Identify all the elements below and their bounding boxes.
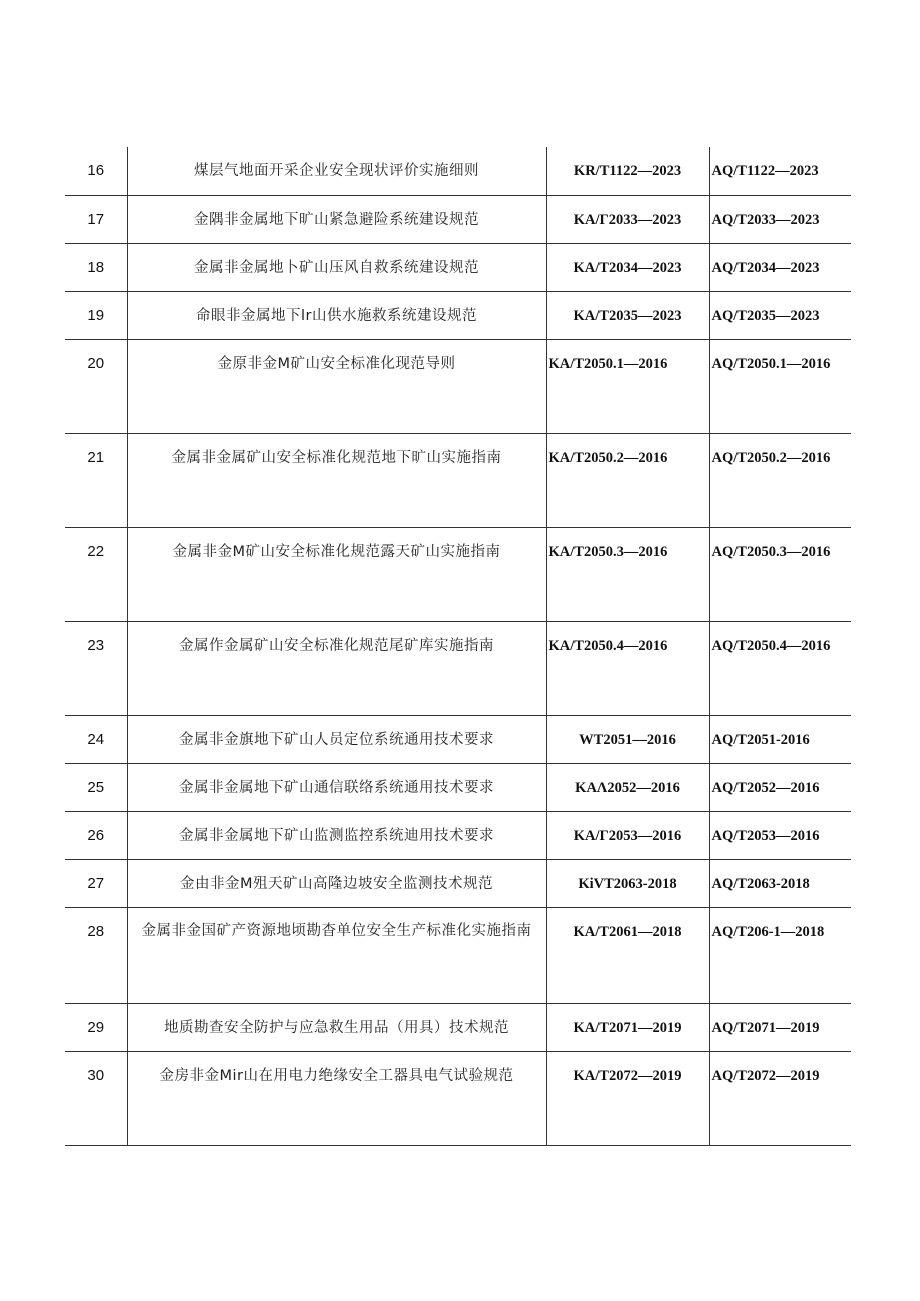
old-code-cell — [546, 1003, 709, 1051]
aq-code-text: AQ/T2051-2016 — [711, 731, 810, 748]
standard-name-cell — [127, 291, 546, 339]
old-code-cell — [546, 763, 709, 811]
table-row — [65, 433, 851, 527]
aq-code-cell — [709, 907, 851, 1003]
old-code-text: KA/T2050.2—2016 — [548, 449, 668, 466]
table-row — [65, 1051, 851, 1145]
standard-name-cell — [127, 763, 546, 811]
row-number-text: 22 — [87, 542, 105, 560]
row-number-text: 20 — [87, 354, 105, 372]
aq-code-text: AQ/T2033—2023 — [711, 211, 820, 228]
old-code-cell — [546, 715, 709, 763]
row-number-cell — [65, 243, 127, 291]
aq-code-text: AQ/T2050.2—2016 — [711, 449, 831, 466]
row-number-text: 28 — [87, 922, 105, 940]
old-code-text: KA/T2050.3—2016 — [548, 543, 668, 560]
old-code-text: KA/T2071—2019 — [573, 1019, 682, 1036]
standard-name-text: 金属非金国矿产资源地顷勘杳单位安全生产标准化实施指南 — [141, 922, 532, 939]
row-number-cell — [65, 811, 127, 859]
old-code-cell — [546, 621, 709, 715]
standard-name-text: 金隅非金属地下旷山紧急避险系统建设规范 — [194, 211, 479, 228]
old-code-text: KA/Γ2053—2016 — [573, 827, 682, 844]
old-code-text: KR/T1122—2023 — [573, 163, 682, 179]
standard-name-cell — [127, 811, 546, 859]
old-code-text: KA/T2034—2023 — [573, 259, 682, 276]
standard-name-cell — [127, 243, 546, 291]
table-row — [65, 621, 851, 715]
old-code-cell — [546, 195, 709, 243]
table-body — [65, 147, 851, 1145]
standard-name-cell — [127, 1051, 546, 1145]
standard-name-text: 金属非金属矿山安全标准化规范地下旷山实施指南 — [171, 449, 502, 466]
aq-code-cell — [709, 291, 851, 339]
standard-name-text: 金原非金M矿山安全标准化现范导则 — [217, 355, 456, 372]
aq-code-cell — [709, 621, 851, 715]
row-number-text: 29 — [87, 1018, 105, 1036]
standard-name-text: 地质勘查安全防护与应急救生用品（用具）技术规范 — [164, 1019, 509, 1036]
aq-code-text: AQ/T2063-2018 — [711, 875, 810, 892]
standard-name-text: 金房非金Mir山在用电力绝缘安全工器具电气试验规范 — [159, 1067, 514, 1084]
row-number-text: 16 — [87, 162, 105, 179]
standard-name-cell — [127, 907, 546, 1003]
standard-name-text: 金属非金属地下矿山通信联络系统通用技术要求 — [179, 779, 494, 796]
aq-code-cell — [709, 195, 851, 243]
aq-code-text: AQ/T2052—2016 — [711, 779, 820, 796]
standards-table — [65, 147, 851, 1146]
standard-name-text: 金属非金M矿山安全标准化规范露天矿山实施指南 — [172, 543, 501, 560]
standard-name-cell — [127, 621, 546, 715]
old-code-text: KA/T2035—2023 — [573, 307, 682, 324]
old-code-cell — [546, 907, 709, 1003]
standard-name-cell — [127, 527, 546, 621]
standard-name-text: 金属非金属地卜矿山压风自救系统建设规范 — [194, 259, 479, 276]
aq-code-cell — [709, 859, 851, 907]
row-number-text: 23 — [87, 636, 105, 654]
old-code-text: WT2051—2016 — [579, 731, 676, 748]
row-number-text: 18 — [87, 258, 105, 276]
standard-name-text: 命眼非金属地下lr山供水施救系统建设规范 — [196, 307, 477, 324]
row-number-text: 17 — [87, 210, 105, 228]
old-code-text: KAΛ2052—2016 — [575, 779, 680, 796]
row-number-text: 27 — [87, 874, 105, 892]
old-code-cell — [546, 1051, 709, 1145]
aq-code-text: AQ/T2053—2016 — [711, 827, 820, 844]
aq-code-cell — [709, 1003, 851, 1051]
old-code-cell — [546, 527, 709, 621]
table-row — [65, 243, 851, 291]
aq-code-cell — [709, 763, 851, 811]
aq-code-cell — [709, 339, 851, 433]
aq-code-cell — [709, 243, 851, 291]
standard-name-cell — [127, 715, 546, 763]
row-number-cell — [65, 195, 127, 243]
aq-code-cell — [709, 433, 851, 527]
row-number-text: 19 — [87, 306, 105, 324]
old-code-cell — [546, 859, 709, 907]
aq-code-cell — [709, 811, 851, 859]
row-number-cell — [65, 1003, 127, 1051]
standard-name-cell — [127, 433, 546, 527]
table-row — [65, 527, 851, 621]
old-code-cell — [546, 243, 709, 291]
standard-name-cell — [127, 1003, 546, 1051]
old-code-text: KA/T2050.1—2016 — [548, 355, 668, 372]
row-number-text: 26 — [87, 826, 105, 844]
row-number-text: 30 — [87, 1066, 105, 1084]
old-code-text: KA/T2072—2019 — [573, 1067, 682, 1084]
aq-code-text: AQ/T206-1—2018 — [711, 923, 825, 940]
row-number-text: 24 — [87, 730, 105, 748]
table-row — [65, 195, 851, 243]
table-row — [65, 291, 851, 339]
row-number-cell — [65, 527, 127, 621]
aq-code-text: AQ/T2071—2019 — [711, 1019, 820, 1036]
old-code-cell — [546, 811, 709, 859]
standard-name-cell — [127, 859, 546, 907]
aq-code-cell — [709, 527, 851, 621]
standard-name-text: 金属作金属矿山安全标准化规范尾矿库实施指南 — [179, 637, 494, 654]
old-code-cell — [546, 433, 709, 527]
aq-code-text: AQ/T2050.4—2016 — [711, 637, 831, 654]
row-number-cell — [65, 339, 127, 433]
aq-code-text: AQ/T2072—2019 — [711, 1067, 820, 1084]
row-number-cell — [65, 715, 127, 763]
old-code-cell — [546, 339, 709, 433]
table-row — [65, 859, 851, 907]
standard-name-cell — [127, 147, 546, 195]
old-code-cell — [546, 147, 709, 195]
table-row — [65, 763, 851, 811]
aq-code-cell — [709, 1051, 851, 1145]
aq-code-text: AQ/T2035—2023 — [711, 307, 820, 324]
aq-code-text: AQ/T1122—2023 — [711, 163, 819, 179]
row-number-cell — [65, 907, 127, 1003]
table-row — [65, 715, 851, 763]
old-code-text: KA/T2050.4—2016 — [548, 637, 668, 654]
row-number-text: 21 — [87, 448, 105, 466]
row-number-cell — [65, 433, 127, 527]
old-code-text: KiVT2063-2018 — [578, 875, 677, 892]
table-row — [65, 907, 851, 1003]
old-code-text: KA/Γ2033—2023 — [573, 211, 682, 228]
old-code-cell — [546, 291, 709, 339]
row-number-cell — [65, 859, 127, 907]
table-row — [65, 1003, 851, 1051]
row-number-cell — [65, 1051, 127, 1145]
table-row — [65, 147, 851, 195]
aq-code-cell — [709, 715, 851, 763]
table-row — [65, 339, 851, 433]
standard-name-text: 金由非金M殂天矿山高隆边坡安全监测技术规范 — [179, 875, 493, 892]
standard-name-text: 金属非金属地下矿山监测监控系统迪用技术要求 — [179, 827, 494, 844]
aq-code-text: AQ/T2050.1—2016 — [711, 355, 831, 372]
aq-code-text: AQ/T2034—2023 — [711, 259, 820, 276]
row-number-cell — [65, 763, 127, 811]
old-code-text: KA/T2061—2018 — [573, 923, 682, 940]
standard-name-text: 金属非金旗地下矿山人员定位系统通用技术要求 — [179, 731, 494, 748]
row-number-cell — [65, 621, 127, 715]
table-row — [65, 811, 851, 859]
standard-name-cell — [127, 339, 546, 433]
row-number-cell — [65, 147, 127, 195]
aq-code-cell — [709, 147, 851, 195]
aq-code-text: AQ/T2050.3—2016 — [711, 543, 831, 560]
row-number-text: 25 — [87, 778, 105, 796]
row-number-cell — [65, 291, 127, 339]
standard-name-text: 煤层气地面开采企业安全现状评价实施细则 — [194, 163, 479, 179]
standard-name-cell — [127, 195, 546, 243]
